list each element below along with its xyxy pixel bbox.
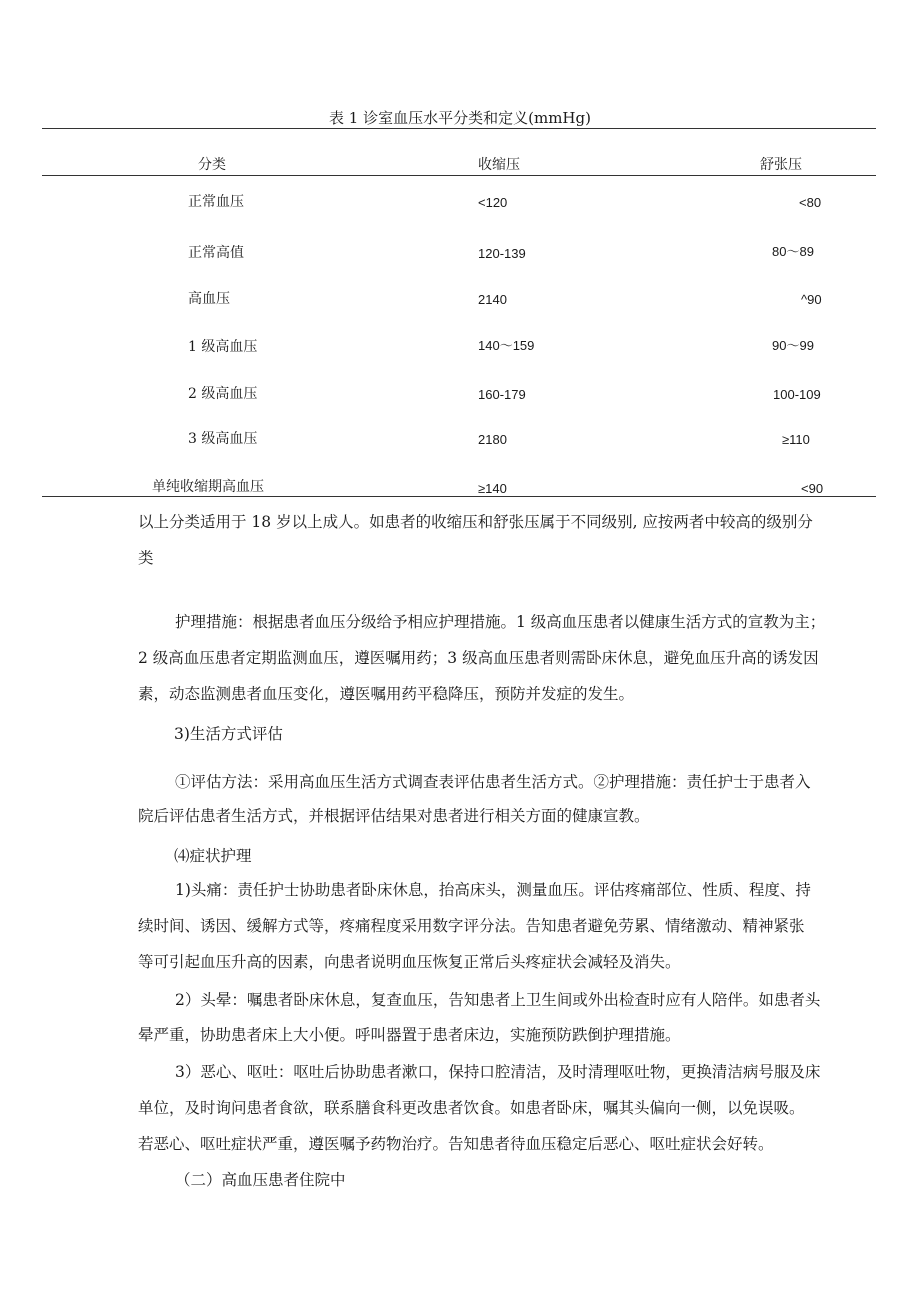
row-category: 正常血压 [188,194,244,210]
nausea-line: 单位，及时询问患者食欲，联系膳食科更改患者饮食。如患者卧床，嘱其头偏向一侧，以免误吸。 [138,1099,805,1117]
row-systolic: 120-139 [478,246,526,261]
row-systolic: <120 [478,195,508,210]
nursing-measures-line: 2 级高血压患者定期监测血压，遵医嘱用药；3 级高血压患者则需卧床休息，避免血压升高的诱发因 [138,649,819,667]
row-systolic: 160-179 [478,387,526,402]
row-category: 2 级高血压 [188,386,258,402]
row-diastolic: 90～99 [772,338,814,353]
row-category: 正常高值 [188,245,244,261]
headache-line: 续时间、诱因、缓解方式等，疼痛程度采用数字评分法。告知患者避免劳累、情绪激动、精神紧张 [138,917,805,935]
row-systolic: 2140 [478,292,507,307]
row-diastolic: <80 [799,195,822,210]
headache-line: 1)头痛：责任护士协助患者卧床休息，抬高床头，测量血压。评估疼痛部位、性质、程度、持 [175,881,811,899]
lifestyle-heading: 3)生活方式评估 [174,725,283,743]
symptom-care-heading: ⑷症状护理 [174,847,252,865]
nausea-line: 若恶心、呕吐症状严重，遵医嘱予药物治疗。告知患者待血压稳定后恶心、呕吐症状会好转。 [138,1135,774,1153]
row-diastolic: ^90 [801,292,822,307]
headache-line: 等可引起血压升高的因素，向患者说明血压恢复正常后头疼症状会减轻及消失。 [138,953,681,971]
table-top-rule [42,128,876,129]
row-diastolic: <90 [801,481,824,496]
row-category: 1 级高血压 [188,339,258,355]
nursing-measures-line: 素，动态监测患者血压变化，遵医嘱用药平稳降压，预防并发症的发生。 [138,685,635,703]
header-category: 分类 [198,157,226,173]
table-header-rule [42,175,876,176]
table-caption: 表 1 诊室血压水平分类和定义(mmHg) [329,109,591,127]
row-category: 高血压 [188,291,230,307]
nursing-measures-line: 护理措施：根据患者血压分级给予相应护理措施。1 级高血压患者以健康生活方式的宣教为主； [175,613,826,631]
row-diastolic: 80～89 [772,244,814,259]
table-note-line: 以上分类适用于 18 岁以上成人。如患者的收缩压和舒张压属于不同级别, 应按两者中较高的级别分 [138,513,813,531]
section-heading: （二）高血压患者住院中 [175,1171,346,1189]
dizziness-line: 晕严重，协助患者床上大小便。呼叫器置于患者床边，实施预防跌倒护理措施。 [138,1026,681,1044]
table-bottom-rule [42,496,876,497]
dizziness-line: 2）头晕：嘱患者卧床休息，复查血压，告知患者上卫生间或外出检查时应有人陪伴。如患者头 [175,991,821,1009]
row-diastolic: 100-109 [773,387,821,402]
nausea-line: 3）恶心、呕吐：呕吐后协助患者漱口，保持口腔清洁，及时清理呕吐物，更换清洁病号服及床 [175,1063,821,1081]
row-diastolic: ≥110 [782,432,810,447]
lifestyle-line: 院后评估患者生活方式，并根据评估结果对患者进行相关方面的健康宣教。 [138,807,650,825]
row-category: 3 级高血压 [188,431,258,447]
header-systolic: 收缩压 [478,157,520,173]
lifestyle-line: ①评估方法：采用高血压生活方式调查表评估患者生活方式。②护理措施：责任护士于患者入 [175,773,811,791]
row-systolic: ≥140 [478,481,507,496]
row-systolic: 140～159 [478,338,535,353]
row-systolic: 2180 [478,432,507,447]
row-category: 单纯收缩期高血压 [152,479,264,495]
header-diastolic: 舒张压 [760,157,802,173]
table-note-line: 类 [138,549,154,567]
